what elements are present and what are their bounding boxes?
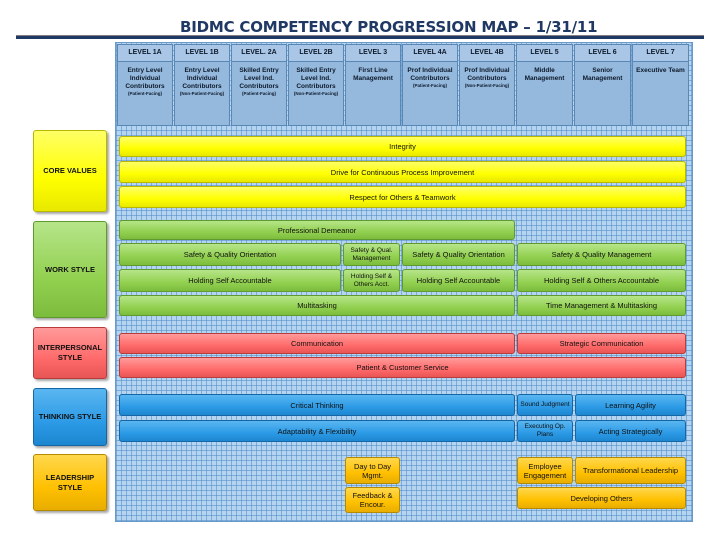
category-thinking-style: THINKING STYLE — [33, 388, 107, 446]
category-work-style: WORK STYLE — [33, 221, 107, 318]
level-header-2b — [288, 44, 344, 126]
competency-holding-self-accountable-prof: Holding Self Accountable — [402, 269, 515, 292]
level-description: Executive Team — [636, 67, 685, 74]
level-label: LEVEL 6 — [575, 45, 630, 62]
competency-strategic-communication: Strategic Communication — [517, 333, 686, 354]
level-subtitle: (Non-Patient-Facing) — [179, 91, 225, 96]
category-interpersonal-style: INTERPERSONAL STYLE — [33, 327, 107, 379]
level-label: LEVEL 4A — [403, 45, 457, 62]
competency-transformational-leadership: Transformational Leadership — [575, 457, 686, 484]
level-header-5 — [516, 44, 573, 126]
level-description: Entry Level Individual Contributors — [125, 67, 165, 90]
competency-integrity: Integrity — [119, 136, 686, 157]
competency-holding-self-accountable: Holding Self Accountable — [119, 269, 341, 292]
level-description: Skilled Entry Level Ind. Contributors — [296, 67, 336, 90]
level-label: LEVEL 3 — [346, 45, 400, 62]
competency-acting-strategically: Acting Strategically — [575, 420, 686, 442]
level-label: LEVEL 1B — [175, 45, 229, 62]
level-header-6 — [574, 44, 631, 126]
competency-developing-others: Developing Others — [517, 487, 686, 509]
competency-holding-self-others-acct: Holding Self & Others Acct. — [343, 269, 400, 292]
page-title: BIDMC COMPETENCY PROGRESSION MAP – 1/31/11 — [16, 15, 704, 39]
competency-safety-quality-orientation-prof: Safety & Quality Orientation — [402, 243, 515, 266]
competency-multitasking: Multitasking — [119, 295, 515, 316]
level-subtitle: (Patient-Facing) — [241, 91, 276, 96]
competency-day-to-day-mgmt: Day to Day Mgmt. — [345, 457, 400, 484]
level-description: Prof Individual Contributors — [464, 67, 510, 82]
category-core-values: CORE VALUES — [33, 130, 107, 212]
competency-learning-agility: Learning Agility — [575, 394, 686, 416]
level-subtitle: (Non-Patient-Facing) — [293, 91, 339, 96]
level-label: LEVEL. 2A — [232, 45, 286, 62]
level-label: LEVEL 5 — [517, 45, 572, 62]
level-description: Prof Individual Contributors — [407, 67, 453, 82]
level-header-3 — [345, 44, 401, 126]
level-label: LEVEL 2B — [289, 45, 343, 62]
level-subtitle: (Non-Patient-Facing) — [464, 83, 510, 88]
competency-patient-customer-service: Patient & Customer Service — [119, 357, 686, 378]
competency-communication: Communication — [119, 333, 515, 354]
competency-time-management: Time Management & Multitasking — [517, 295, 686, 316]
competency-professional-demeanor: Professional Demeanor — [119, 220, 515, 240]
level-header-1a — [117, 44, 173, 126]
competency-safety-qual-management: Safety & Qual. Management — [343, 243, 400, 266]
competency-drive-improvement: Drive for Continuous Process Improvement — [119, 161, 686, 183]
level-header-4b — [459, 44, 515, 126]
level-header-1b — [174, 44, 230, 126]
level-header-2a — [231, 44, 287, 126]
competency-adaptability-flexibility: Adaptability & Flexibility — [119, 420, 515, 442]
level-subtitle: (Patient-Facing) — [412, 83, 447, 88]
level-description: Skilled Entry Level Ind. Contributors — [239, 67, 279, 90]
level-label: LEVEL 7 — [633, 45, 688, 62]
competency-feedback-encour: Feedback & Encour. — [345, 487, 400, 513]
category-leadership-style: LEADERSHIP STYLE — [33, 454, 107, 511]
competency-holding-self-others-accountable: Holding Self & Others Accountable — [517, 269, 686, 292]
level-label: LEVEL 1A — [118, 45, 172, 62]
competency-safety-quality-orientation: Safety & Quality Orientation — [119, 243, 341, 266]
level-description: Senior Management — [582, 67, 623, 82]
level-header-4a — [402, 44, 458, 126]
competency-employee-engagement: Employee Engagement — [517, 457, 573, 484]
competency-sound-judgment: Sound Judgment — [517, 394, 573, 416]
competency-respect-teamwork: Respect for Others & Teamwork — [119, 186, 686, 208]
competency-critical-thinking: Critical Thinking — [119, 394, 515, 416]
competency-safety-quality-management: Safety & Quality Management — [517, 243, 686, 266]
competency-executing-op-plans: Executing Op. Plans — [517, 420, 573, 442]
level-description: First Line Management — [353, 67, 393, 82]
level-description: Middle Management — [524, 67, 565, 82]
level-description: Entry Level Individual Contributors — [182, 67, 222, 90]
level-subtitle: (Patient-Facing) — [127, 91, 162, 96]
level-label: LEVEL 4B — [460, 45, 514, 62]
level-header-7 — [632, 44, 689, 126]
